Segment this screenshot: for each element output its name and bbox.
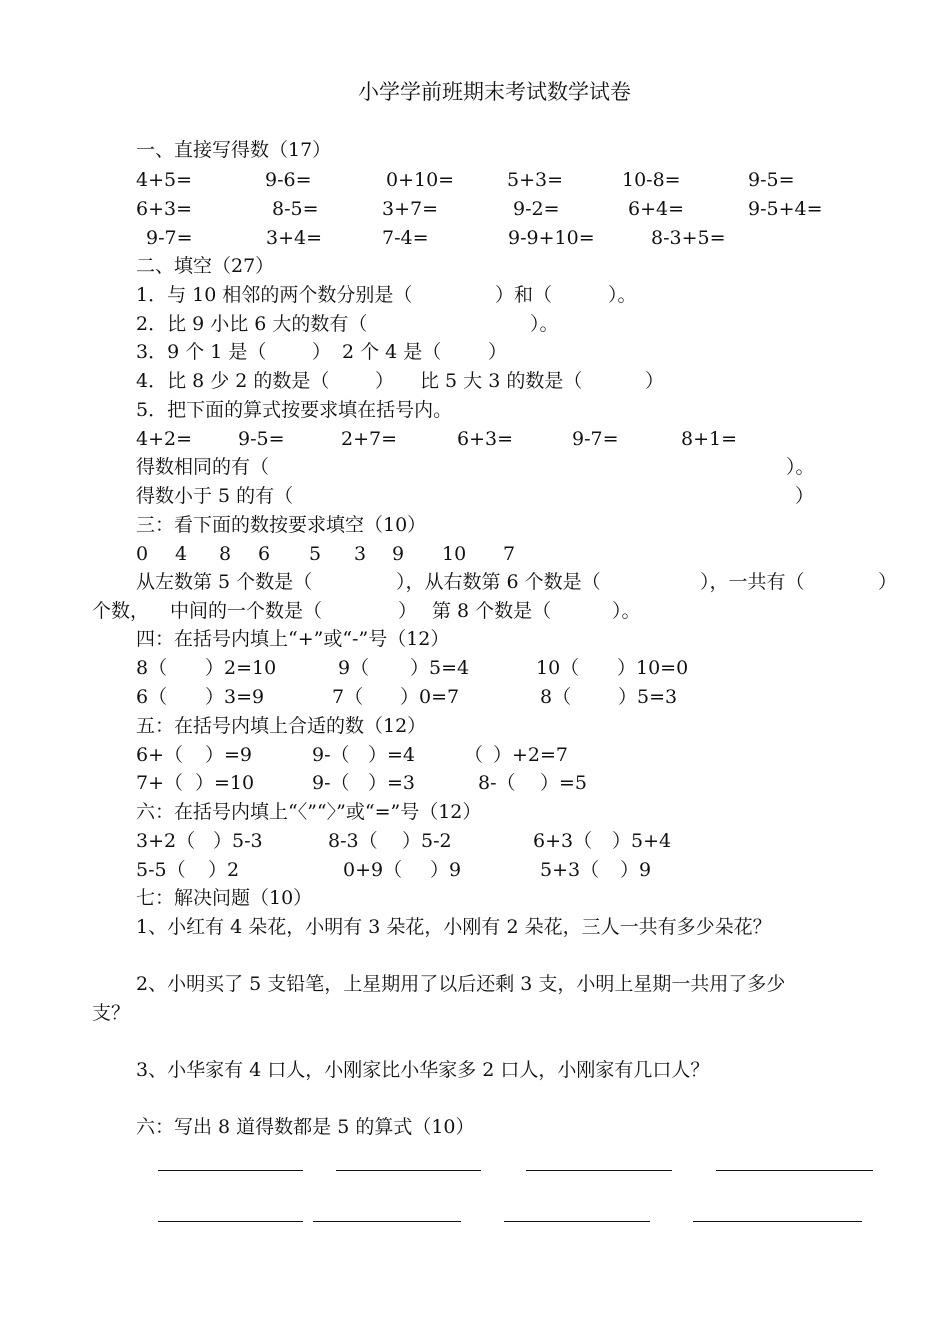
fill-question: 3．9 个 1 是（ (136, 341, 267, 363)
s1-expr: 9-7= (146, 227, 193, 249)
answer-blank-line (693, 1221, 862, 1222)
fill-question: ） (375, 370, 395, 392)
fill-question: ） (878, 571, 898, 593)
s6-expr: 5-5（ (136, 859, 186, 881)
s4-expr: ）3=9 (205, 686, 265, 708)
fill-question: 得数相同的有（ (136, 456, 270, 478)
number-item: 9 (392, 543, 405, 565)
s6-expr: ）9 (430, 859, 462, 881)
s6-expr: 0+9（ (343, 859, 403, 881)
page-title: 小学学前班期末考试数学试卷 (358, 80, 631, 104)
fill-question: ） (398, 600, 418, 622)
fill-question: ）。 (786, 456, 815, 478)
word-problem: 支？ (92, 1002, 131, 1024)
answer-blank-line (158, 1170, 303, 1171)
s4-expr: ）5=4 (410, 657, 470, 679)
s1-expr: 6+4= (628, 198, 685, 220)
fill-question: 2 个 4 是（ (342, 341, 442, 363)
section-3-heading: 三：看下面的数按要求填空（10） (136, 514, 427, 536)
fill-question: ）。 (530, 313, 559, 335)
number-item: 7 (503, 543, 516, 565)
fill-question: ）。 (608, 284, 637, 306)
s6-expr: ）5-3 (213, 830, 263, 852)
answer-blank-line (716, 1170, 873, 1171)
s1-expr: 4+5= (136, 169, 193, 191)
s1-expr: 9-5= (748, 169, 795, 191)
number-item: 10 (442, 543, 467, 565)
fill-question: 第 8 个数是（ (432, 600, 552, 622)
s4-expr: 6（ (136, 686, 168, 708)
answer-blank-line (336, 1170, 481, 1171)
s1-expr: 9-2= (513, 198, 560, 220)
s2-expr: 4+2= (136, 428, 193, 450)
fill-question: ）。 (612, 600, 641, 622)
s5-expr: 8-（ (478, 772, 516, 794)
s1-expr: 6+3= (136, 198, 193, 220)
number-item: 4 (175, 543, 188, 565)
s1-expr: 9-5+4= (748, 198, 823, 220)
s5-expr: （ (464, 744, 484, 766)
fill-question: 4．比 8 少 2 的数是（ (136, 370, 330, 392)
s5-expr: 7+（ (136, 772, 184, 794)
s6-expr: ）9 (620, 859, 652, 881)
s4-expr: 8（ (136, 657, 168, 679)
fill-question: ） (488, 341, 508, 363)
s1-expr: 3+4= (266, 227, 323, 249)
s6-expr: ）5-2 (402, 830, 452, 852)
fill-question: ），从右数第 6 个数是（ (396, 571, 601, 593)
section-2-heading: 二、填空（27） (136, 255, 275, 277)
s6-expr: ）5+4 (612, 830, 672, 852)
fill-question: ） (795, 485, 815, 507)
s5-expr: ）=10 (195, 772, 255, 794)
fill-question: 从左数第 5 个数是（ (136, 571, 313, 593)
answer-blank-line (504, 1221, 650, 1222)
s6-expr: 5+3（ (540, 859, 600, 881)
s1-expr: 5+3= (507, 169, 564, 191)
section-1-heading: 一、直接写得数（17） (136, 139, 332, 161)
section-7-heading: 七：解决问题（10） (136, 887, 313, 909)
s6-expr: 8-3（ (328, 830, 378, 852)
fill-question: 个数， (92, 600, 150, 622)
s2-expr: 2+7= (341, 428, 398, 450)
fill-question: 1．与 10 相邻的两个数分别是（ (136, 284, 413, 306)
section-4-heading: 四：在括号内填上“+”或“-”号（12） (136, 628, 450, 650)
number-item: 0 (136, 543, 149, 565)
s4-expr: ）10=0 (617, 657, 689, 679)
word-problem: 2、小明买了 5 支铅笔，上星期用了以后还剩 3 支，小明上星期一共用了多少 (136, 973, 786, 995)
s5-expr: 9-（ (312, 772, 350, 794)
s1-expr: 10-8= (622, 169, 681, 191)
s5-expr: ）+2=7 (493, 744, 569, 766)
s4-expr: 9（ (338, 657, 370, 679)
s4-expr: ）0=7 (400, 686, 460, 708)
s4-expr: ）2=10 (205, 657, 277, 679)
s1-expr: 9-9+10= (508, 227, 595, 249)
section-8-heading: 六：写出 8 道得数都是 5 的算式（10） (136, 1116, 475, 1138)
s5-expr: ）=9 (205, 744, 253, 766)
s1-expr: 9-6= (265, 169, 312, 191)
section-6-heading: 六：在括号内填上“〈”“〉”或“=”号（12） (136, 801, 482, 823)
s1-expr: 7-4= (382, 227, 429, 249)
fill-question: 中间的一个数是（ (170, 600, 323, 622)
s1-expr: 0+10= (386, 169, 455, 191)
section-5-heading: 五：在括号内填上合适的数（12） (136, 715, 427, 737)
s2-expr: 6+3= (457, 428, 514, 450)
number-item: 5 (309, 543, 322, 565)
s4-expr: 8（ (540, 686, 572, 708)
s5-expr: ）=4 (368, 744, 416, 766)
s1-expr: 3+7= (382, 198, 439, 220)
answer-blank-line (526, 1170, 672, 1171)
s2-expr: 9-5= (238, 428, 285, 450)
fill-question: 得数小于 5 的有（ (136, 485, 294, 507)
fill-question: ）和（ (495, 284, 553, 306)
s4-expr: 10（ (536, 657, 580, 679)
answer-blank-line (158, 1221, 303, 1222)
fill-question: ） (312, 341, 332, 363)
word-problem: 3、小华家有 4 口人，小刚家比小华家多 2 口人，小刚家有几口人？ (136, 1059, 710, 1081)
s4-expr: ）5=3 (618, 686, 678, 708)
number-item: 3 (354, 543, 367, 565)
fill-question: 比 5 大 3 的数是（ (420, 370, 583, 392)
s1-expr: 8-3+5= (651, 227, 726, 249)
answer-blank-line (313, 1221, 461, 1222)
fill-question: 2．比 9 小比 6 大的数有（ (136, 313, 368, 335)
number-item: 6 (258, 543, 271, 565)
s5-expr: ）=3 (368, 772, 416, 794)
word-problem: 1、小红有 4 朵花，小明有 3 朵花，小刚有 2 朵花，三人一共有多少朵花？ (136, 916, 772, 938)
s5-expr: 6+（ (136, 744, 184, 766)
s2-expr: 9-7= (572, 428, 619, 450)
fill-question: 5．把下面的算式按要求填在括号内。 (136, 399, 453, 421)
s6-expr: 3+2（ (136, 830, 196, 852)
s1-expr: 8-5= (272, 198, 319, 220)
s6-expr: ）2 (208, 859, 240, 881)
fill-question: ），一共有（ (700, 571, 805, 593)
s6-expr: 6+3（ (533, 830, 593, 852)
s5-expr: 9-（ (312, 744, 350, 766)
fill-question: ） (645, 370, 665, 392)
s4-expr: 7（ (332, 686, 364, 708)
s2-expr: 8+1= (681, 428, 738, 450)
s5-expr: ）=5 (540, 772, 588, 794)
number-item: 8 (219, 543, 232, 565)
